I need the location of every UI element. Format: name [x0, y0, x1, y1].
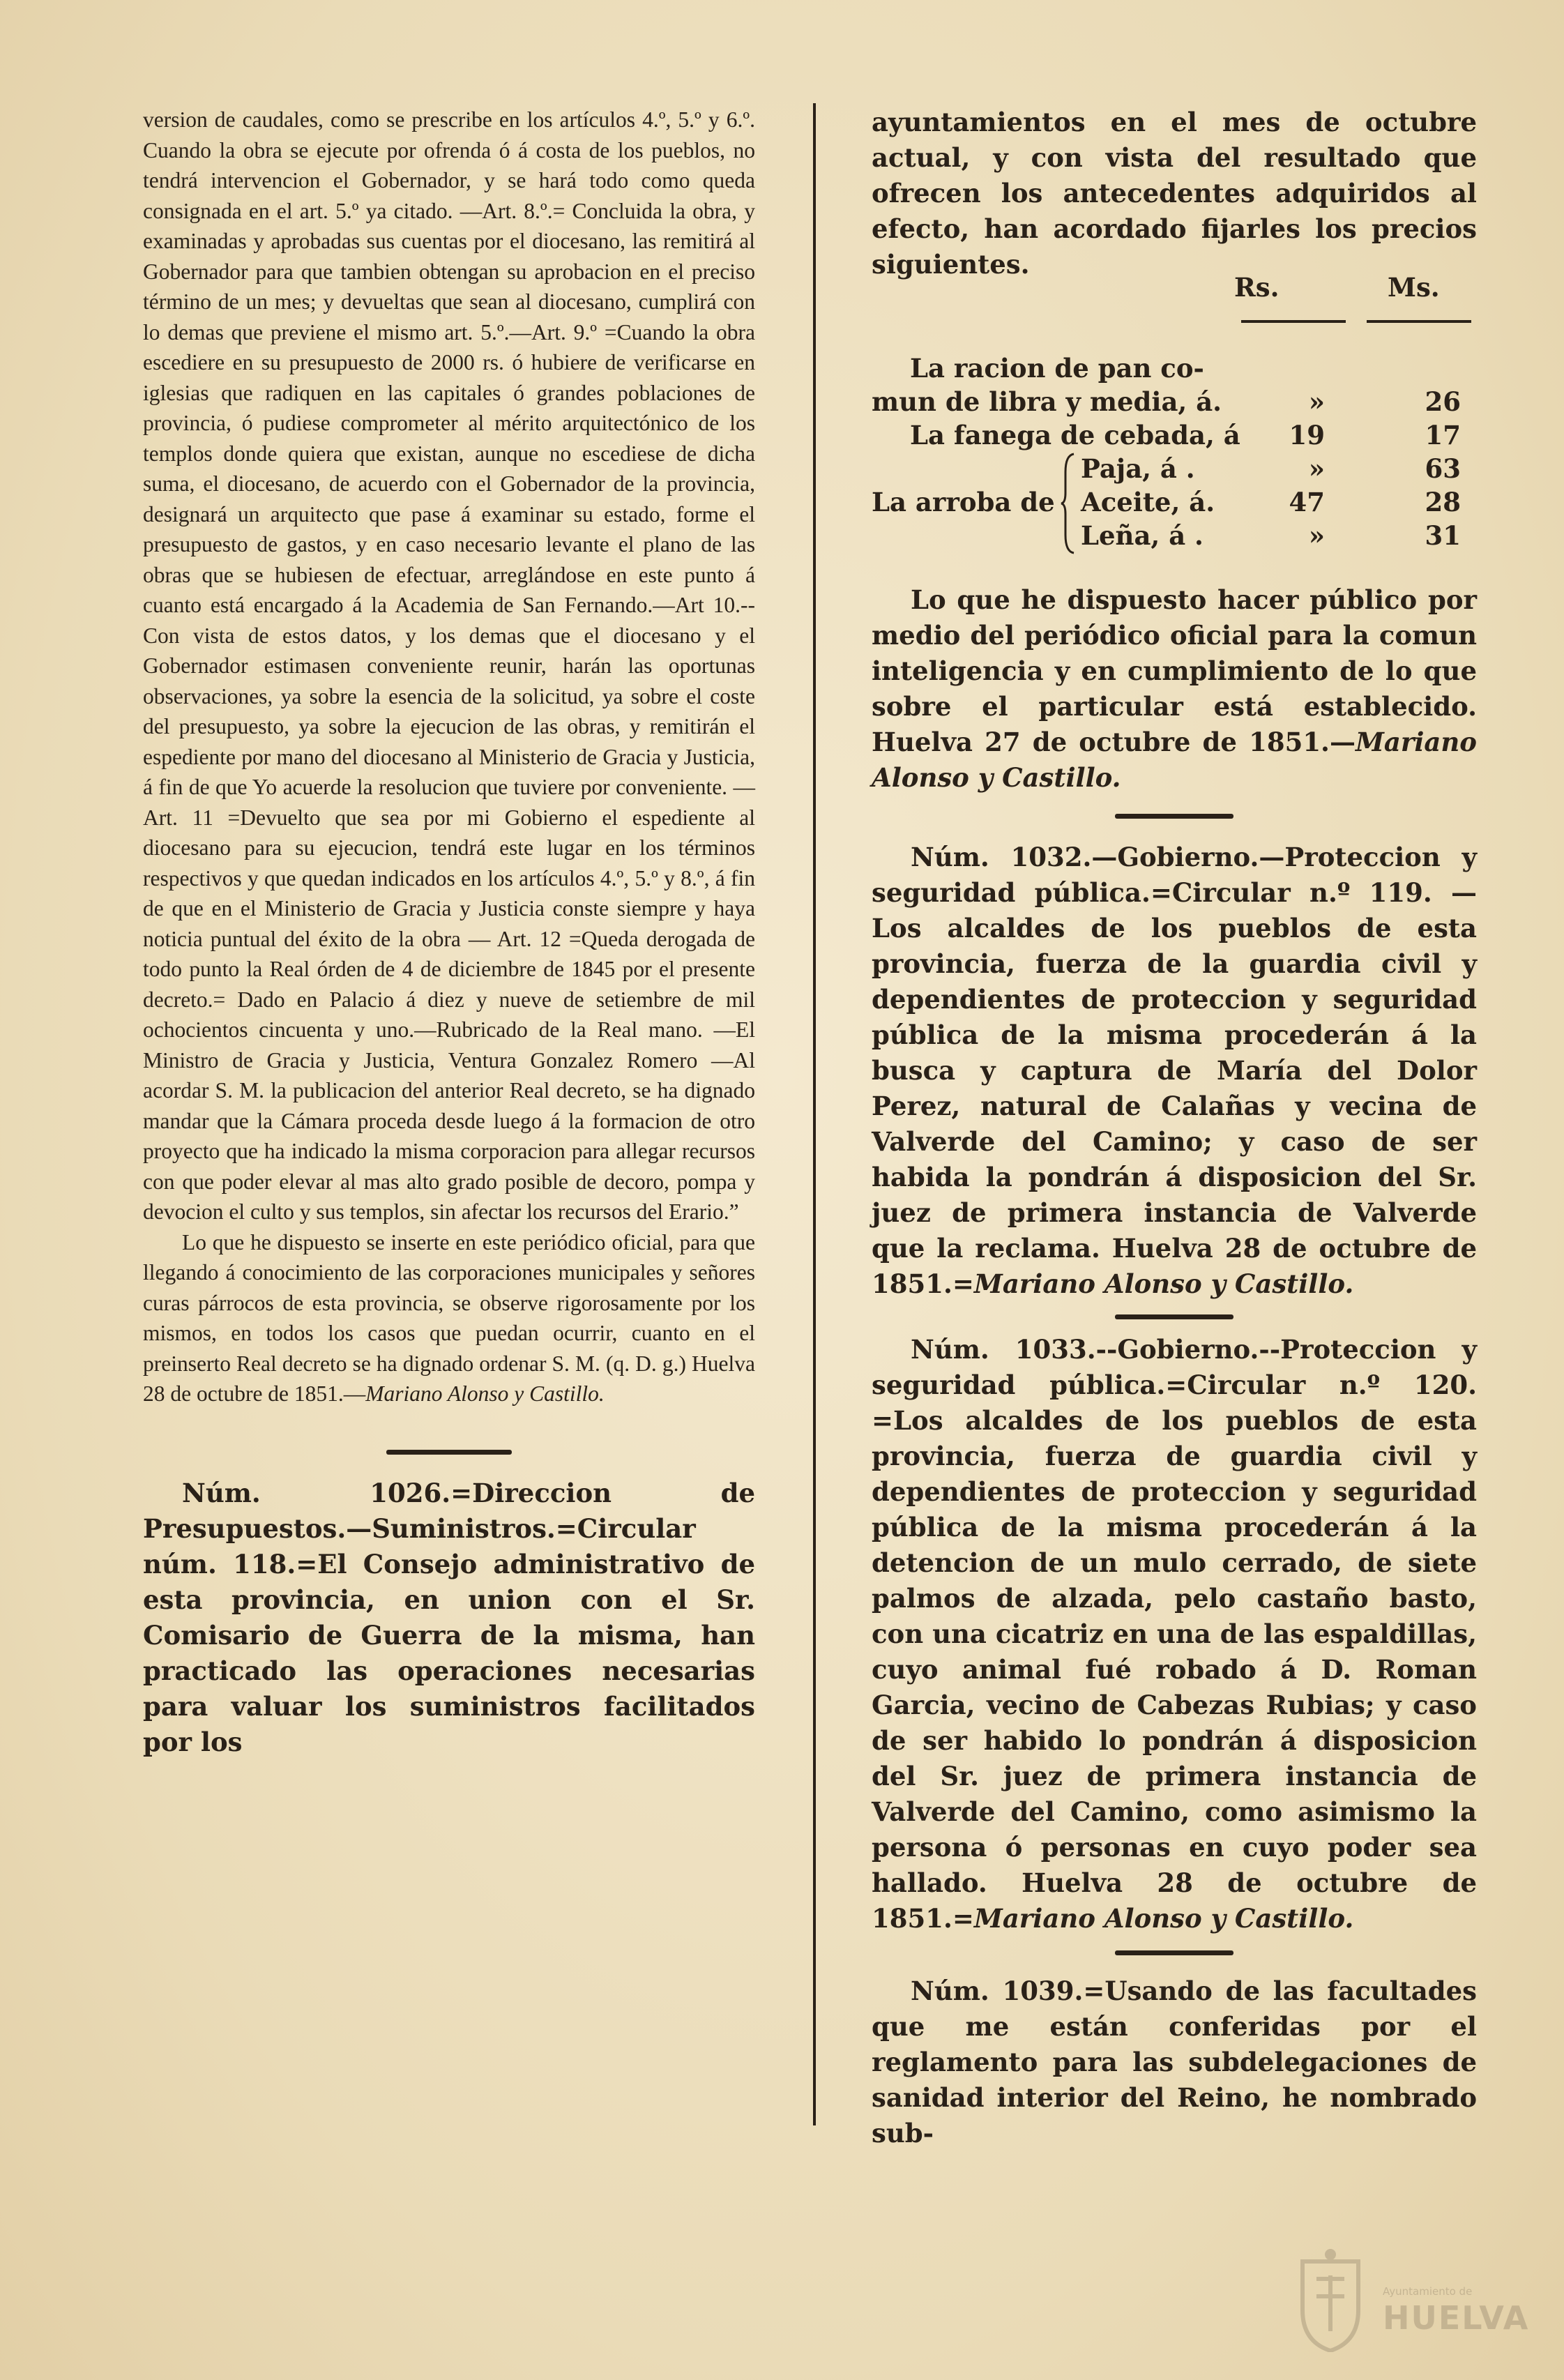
row4-ms: 28: [1425, 487, 1461, 517]
row3-label: Paja, á .: [1081, 453, 1195, 484]
notice-1032-text: Núm. 1032.—Gobierno.—Proteccion y seguridad pública.=Circular n.º 119. —Los alcaldes de los pueblos de esta provincia, fuerza de la guardia civil y dependientes de proteccion y seguridad pública de la misma procederán á la busca y captura de María del Dolor Perez, natural de Calañas y vecina de Valverde del Camino; y caso de ser habida la pondrán á disposicion del Sr. juez de primera instancia de Valverde que la reclama. Huelva 28 de octubre de 1851.=: [872, 842, 1477, 1299]
notice-1026: Núm. 1026.=Direccion de Presupuestos.—Suministros.=Circular núm. 118.=El Consejo administrativo de esta provincia, en union con el Sr. Comisario de Guerra de la misma, han practicado las operaciones necesarias para valuar los suministros facilitados por los: [143, 1477, 755, 1757]
city-shield-icon: [1292, 2248, 1369, 2352]
ms-rule: [1367, 320, 1471, 323]
row5-ms: 31: [1425, 520, 1461, 551]
watermark-name: HUELVA: [1383, 2299, 1530, 2337]
row1-rs: »: [1308, 386, 1325, 417]
signature: Mariano Alonso y Castillo.: [973, 1268, 1354, 1299]
row3-ms: 63: [1425, 453, 1461, 484]
rs-rule: [1241, 320, 1346, 323]
row2-rs: 19: [1289, 420, 1325, 450]
row2-ms: 17: [1425, 420, 1461, 450]
row1-label-a: La racion de pan co-: [910, 353, 1204, 384]
watermark-sub: Ayuntamiento de: [1383, 2285, 1473, 2298]
column-rule: [813, 103, 816, 2125]
row5-rs: »: [1308, 520, 1325, 551]
row1-label-b: mun de libra y media, á.: [872, 386, 1222, 417]
header-rs: Rs.: [1234, 272, 1280, 303]
header-ms: Ms.: [1388, 272, 1440, 303]
publication-note-text: Lo que he dispuesto se inserte en este periódico oficial, para que llegando á conocimiento de las corporaciones municipales y señores curas párrocos de esta provincia, se observe rigorosamente por los mismos, en todos los casos que puedan ocurrir, cuanto en el preinserto Real decreto se ha dignado ordenar S. M. (q. D. g.) Huelva 28 de octubre de 1851.—: [143, 1229, 755, 1406]
notice-1033-text: Núm. 1033.--Gobierno.--Proteccion y seguridad pública.=Circular n.º 120. =Los alcaldes de los pueblos de esta provincia, fuerza de guardia civil y dependientes de proteccion y seguridad pública de la misma procederán á la detencion de un mulo cerrado, de siete palmos de alzada, pelo castaño basto, con una cicatriz en una de las espaldillas, cuyo animal fué robado á D. Roman Garcia, vecino de Cabezas Rubias; y caso de ser habido lo pondrán á disposicion del Sr. juez de primera instancia de Valverde del Camino, como asimismo la persona ó personas en cuyo poder sea hallado. Huelva 28 de octubre de 1851.=: [872, 1334, 1477, 1934]
signature: Mariano Alonso y Castillo.: [872, 727, 1477, 793]
signature: Mariano Alonso y Castillo.: [365, 1381, 605, 1406]
notice-1033: [872, 1332, 1477, 1936]
notice-1032: [872, 840, 1477, 1302]
row5-label: Leña, á .: [1081, 520, 1204, 551]
left-column: [143, 105, 755, 1760]
row1-ms: 26: [1425, 386, 1461, 417]
prices-closing-text: Lo que he dispuesto hacer público por medio del periódico oficial para la comun inteligencia y en cumplimiento de lo que sobre el particular está establecido. Huelva 27 de octubre de 1851.—: [872, 584, 1477, 757]
notice-1039: Núm. 1039.=Usando de las facultades que me están conferidas por el reglamento para las subdelegaciones de sanidad interior del Reino, he nombrado sub-: [872, 1976, 1477, 2148]
brace-icon: [1060, 451, 1077, 556]
publication-note: [143, 1227, 755, 1409]
signature: Mariano Alonso y Castillo.: [973, 1903, 1354, 1934]
right-column: [872, 105, 1477, 2151]
watermark: [1292, 2248, 1530, 2352]
section-divider: [386, 1450, 512, 1455]
row4-label: Aceite, á.: [1081, 487, 1215, 517]
prices-closing: [872, 582, 1477, 796]
section-divider: [1115, 1950, 1233, 1955]
section-divider: [1115, 1314, 1233, 1319]
prices-intro: ayuntamientos en el mes de octubre actual, y con vista del resultado que ofrecen los antecedentes adquiridos al efecto, han acordado fijarles los precios siguientes.: [872, 107, 1477, 280]
arroba-label: La arroba de: [872, 487, 1055, 517]
row2-label: La fanega de cebada, á: [910, 420, 1240, 450]
section-divider: [1115, 814, 1233, 819]
price-table: [872, 272, 1477, 582]
decree-continuation: version de caudales, como se prescribe en los artículos 4.º, 5.º y 6.º. Cuando la obra se ejecute por ofrenda ó á costa de los pueblos, no tendrá intervencion el Gobernador, y se hará todo como queda consignada en el art. 5.º ya citado. —Art. 8.º.= Concluida la obra, y examinadas y aprobadas sus cuentas por el diocesano, las remitirá al Gobernador para que tambien obtengan su aprobacion en el preciso término de un mes; y devueltas que sean al diocesano, cumplirá con lo demas que previene el mismo art. 5.º.—Art. 9.º =Cuando la obra escediere en su presupuesto de 2000 rs. ó hubiere de verificarse en iglesias que radiquen en las capitales ó grandes poblaciones de provincia, ó pudiese comprometer al mérito arquitectónico de los templos donde quiera que existan, aunque no escediese de dicha suma, el diocesano, de acuerdo con el Gobernador de la provincia, designará un arquitecto que pase á examinar su estado, forme el presupuesto de gastos, y en caso necesario levante el plano de las obras que se hubiesen de efectuar, arreglándose en este punto á cuanto está encargado á la Academia de San Fernando.—Art 10.--Con vista de estos datos, y los demas que el diocesano y el Gobernador estimasen conveniente reunir, harán las oportunas observaciones, ya sobre la esencia de la solicitud, ya sobre el coste del presupuesto, ya sobre la ejecucion de las obras, y remitirán el espediente por mano del diocesano al Ministerio de Gracia y Justicia, á fin de que Yo acuerde la resolucion que tuviere por conveniente. —Art. 11 =Devuelto que sea por mi Gobierno el espediente al diocesano para su ejecucion, tendrá este lugar en los términos respectivos y que quedan indicados en los artículos 4.º, 5.º y 8.º, á fin de que en el Ministerio de Gracia y Justicia conste siempre y haya noticia puntual del éxito de la obra — Art. 12 =Queda derogada de todo punto la Real órden de 4 de diciembre de 1845 por el presente decreto.= Dado en Palacio á diez y nueve de setiembre de mil ochocientos cincuenta y uno.—Rubricado de la Real mano. —El Ministro de Gracia y Justicia, Ventura Gonzalez Romero —Al acordar S. M. la publicacion del anterior Real decreto, se ha dignado mandar que la Cámara proceda desde luego á la formacion de otro proyecto que ha indicado la misma corporacion para allegar recursos con que poder elevar al mas alto grado posible de decoro, pompa y devocion el culto y sus templos, sin afectar los recursos del Erario.”: [143, 107, 755, 1224]
row3-rs: »: [1308, 453, 1325, 484]
row4-rs: 47: [1289, 487, 1325, 517]
